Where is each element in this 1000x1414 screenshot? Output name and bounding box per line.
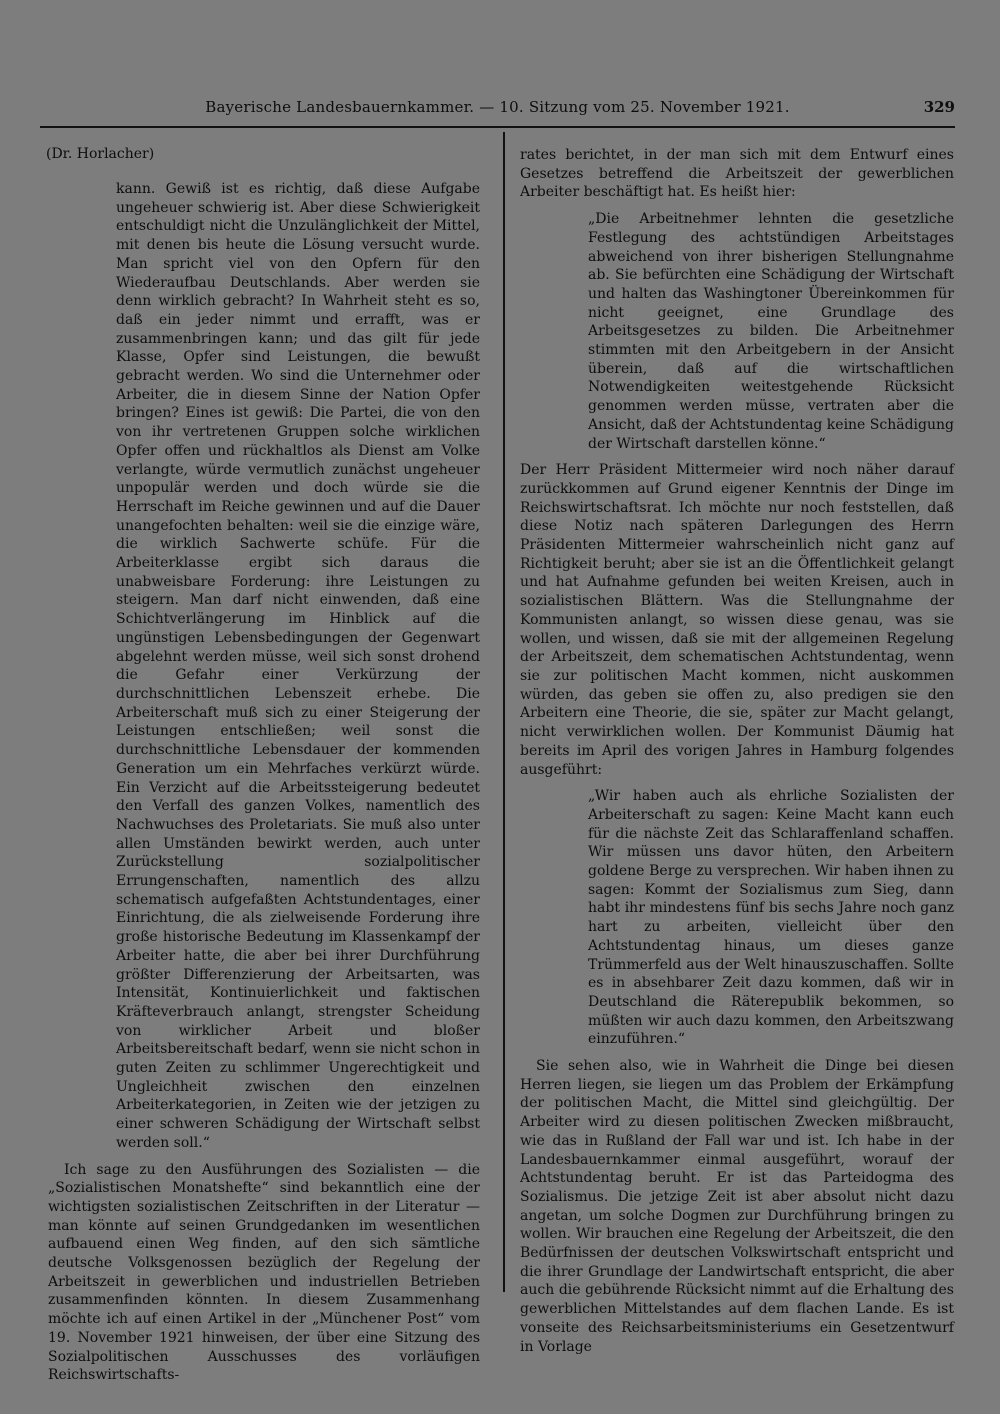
body-paragraph: Ich sage zu den Ausführungen des Sozialisten — die „Sozialistischen Monatshefte“ sind bekanntlich eine der wichtigsten sozialistischen Zeitschriften in der Literatur — man könnte auf seinen Grundgedanken im wesentlichen aufbauend einen Weg finden, auf den sich sämtliche deutsche Volksgenossen bezüglich der Regelung der Arbeitszeit in gewerblichen und industriellen Betrieben zusammenfinden könnten. In diesem Zusammenhang möchte ich auf einen Artikel in der „Münchener Post“ vom 19. November 1921 hinweisen, der über eine Sitzung des Sozialpolitischen Ausschusses des vorläufigen Reichswirtschafts-: [48, 1161, 480, 1384]
body-paragraph: Der Herr Präsident Mittermeier wird noch näher darauf zurückkommen auf Grund eigener Kenntnis der Dinge im Reichswirtschaftsrat. Ich möchte nur noch feststellen, daß diese Notiz nach späteren Darlegungen des Herrn Präsidenten Mittermeier wahrscheinlich nicht ganz auf Richtigkeit beruht; aber sie ist an die Öffentlichkeit gelangt und hat Aufnahme gefunden bei weiten Kreisen, auch in sozialistischen Blättern. Was die Stellungnahme der Kommunisten anlangt, so wissen diese genau, was sie wollen, und wissen, daß sie mit der allgemeinen Regelung der Arbeitszeit, dem schematischen Achtstundentag, wenn sie zur politischen Macht kommen, nicht auskommen würden, das geben sie offen zu, also predigen sie den Arbeitern eine Theorie, die sie, später zur Macht gelangt, nicht verwirklichen wollen. Der Kommunist Däumig hat bereits im April des vorigen Jahres in Hamburg folgendes ausgeführt:: [520, 462, 954, 778]
right-column: [520, 146, 954, 1356]
column-divider: [503, 132, 505, 1292]
running-title: Bayerische Landesbauernkammer. — 10. Sitzung vom 25. November 1921.: [205, 98, 790, 116]
page-number: 329: [923, 98, 955, 116]
speaker-name: (Dr. Horlacher): [46, 146, 155, 162]
body-paragraph: rates berichtet, in der man sich mit dem Entwurf eines Gesetzes betreffend die Arbeitszeit der gewerblichen Arbeiter beschäftigt hat. Es heißt hier:: [520, 147, 954, 201]
header-rule: [40, 126, 955, 128]
running-header: [40, 98, 955, 124]
body-paragraph: Sie sehen also, wie in Wahrheit die Dinge bei diesen Herren liegen, sie liegen um das Problem der Erkämpfung der politischen Macht, die Mittel sind gleichgültig. Der Arbeiter wird zu diesen politischen Zwecken mißbraucht, wie das in Rußland der Fall war und ist. Ich habe in der Landesbauernkammer einmal ausgeführt, worauf der Achtstundentag beruht. Er ist das Parteidogma des Sozialismus. Die jetzige Zeit ist aber absolut nicht dazu angetan, um solche Dogmen zur Durchführung bringen zu wollen. Wir brauchen eine Regelung der Arbeitszeit, die den Bedürfnissen der deutschen Volkswirtschaft entspricht und die ihrer Grundlage der Landwirtschaft entspricht, die aber auch die gebührende Rücksicht nimmt auf die Erhaltung des gewerblichen Mittelstandes auf dem flachen Lande. Es ist vonseite des Reichsarbeitsministeriums ein Gesetzentwurf in Vorlage: [520, 1058, 954, 1355]
left-column: [48, 180, 480, 1385]
quote-continuation: kann. Gewiß ist es richtig, daß diese Aufgabe ungeheuer schwierig ist. Aber diese Schwierigkeit entschuldigt nicht die Unzulänglichkeit der Mittel, mit denen bis heute die Lösung versucht wurde. Man spricht viel von den Opfern für den Wiederaufbau Deutschlands. Aber werden sie denn wirklich gebracht? In Wahrheit steht es so, daß ein jeder nimmt und errafft, was er zusammenbringen kann; und das gilt für jede Klasse, Opfer sind Leistungen, die bewußt gebracht werden. Wo sind die Unternehmer oder Arbeiter, die in diesem Sinne der Nation Opfer bringen? Eines ist gewiß: Die Partei, die von den von ihr vertretenen Gruppen solche wirklichen Opfer offen und rückhaltlos als Dienst am Volke verlangte, würde vermutlich zunächst ungeheuer unpopulär werden und doch würde sie die Herrschaft im Reiche gewinnen und auf die Dauer unangefochten behalten: weil sie die einzige wäre, die wirklich Sachwerte schüfe. Für die Arbeiterklasse ergibt sich daraus die unabweisbare Forderung: ihre Leistungen zu steigern. Man darf nicht einwenden, daß eine Schichtverlängerung im Hinblick auf die ungünstigen Lebensbedingungen der Gegenwart abgelehnt werden müsse, weil sich sonst drohend die Gefahr einer Verkürzung der durchschnittlichen Lebenszeit erhebe. Die Arbeiterschaft muß sich zu einer Steigerung der Leistungen entschließen; weil sonst die durchschnittliche Lebensdauer der kommenden Generation um ein Mehrfaches verkürzt würde. Ein Verzicht auf die Arbeitssteigerung bedeutet den Verfall des ganzen Volkes, namentlich des Nachwuchses des Proletariats. Sie muß also unter allen Umständen bewirkt werden, auch unter Zurückstellung sozialpolitischer Errungenschaften, namentlich des allzu schematisch aufgefaßten Achtstundentages, einer Einrichtung, die als zielweisende Forderung ihre große historische Bedeutung im Klassenkampf der Arbeiter hatte, die aber bei ihrer Durchführung größter Differenzierung der Arbeitsarten, was Intensität, Kontinuierlichkeit und faktischen Kräfteverbrauch anlangt, strengster Scheidung von wirklicher Arbeit und bloßer Arbeitsbereitschaft bedarf, wenn sie nicht schon in guten Zeiten zu schlimmer Ungerechtigkeit und Ungleichheit zwischen den einzelnen Arbeiterkategorien, in Zeiten wie der jetzigen zu einer schweren Schädigung der Wirtschaft selbst werden soll.“: [116, 181, 480, 1151]
block-quote: „Wir haben auch als ehrliche Sozialisten der Arbeiterschaft zu sagen: Keine Macht kann euch für die nächste Zeit das Schlaraffenland schaffen. Wir müssen uns davor hüten, den Arbeitern goldene Berge zu versprechen. Wir haben ihnen zu sagen: Kommt der Sozialismus zum Sieg, dann habt ihr mindestens fünf bis sechs Jahre noch ganz hart zu arbeiten, vielleicht über den Achtstundentag hinaus, um dieses ganze Trümmerfeld aus der Welt hinauszuschaffen. Sollte es in absehbarer Zeit dazu kommen, daß wir in Deutschland die Räterepublik bekommen, so müßten wir auch dazu kommen, den Arbeitszwang einzuführen.“: [588, 788, 954, 1048]
block-quote: „Die Arbeitnehmer lehnten die gesetzliche Festlegung des achtstündigen Arbeitstages abweichend von ihrer bisherigen Stellungnahme ab. Sie befürchten eine Schädigung der Wirtschaft und halten das Washingtoner Übereinkommen für nicht geeignet, eine Grundlage des Arbeitsgesetzes zu bilden. Die Arbeitnehmer stimmten mit den Arbeitgebern in der Ansicht überein, daß auf die wirtschaftlichen Notwendigkeiten weitestgehende Rücksicht genommen werden müsse, vertraten aber die Ansicht, daß der Achtstundentag keine Schädigung der Wirtschaft darstellen könne.“: [588, 211, 954, 452]
